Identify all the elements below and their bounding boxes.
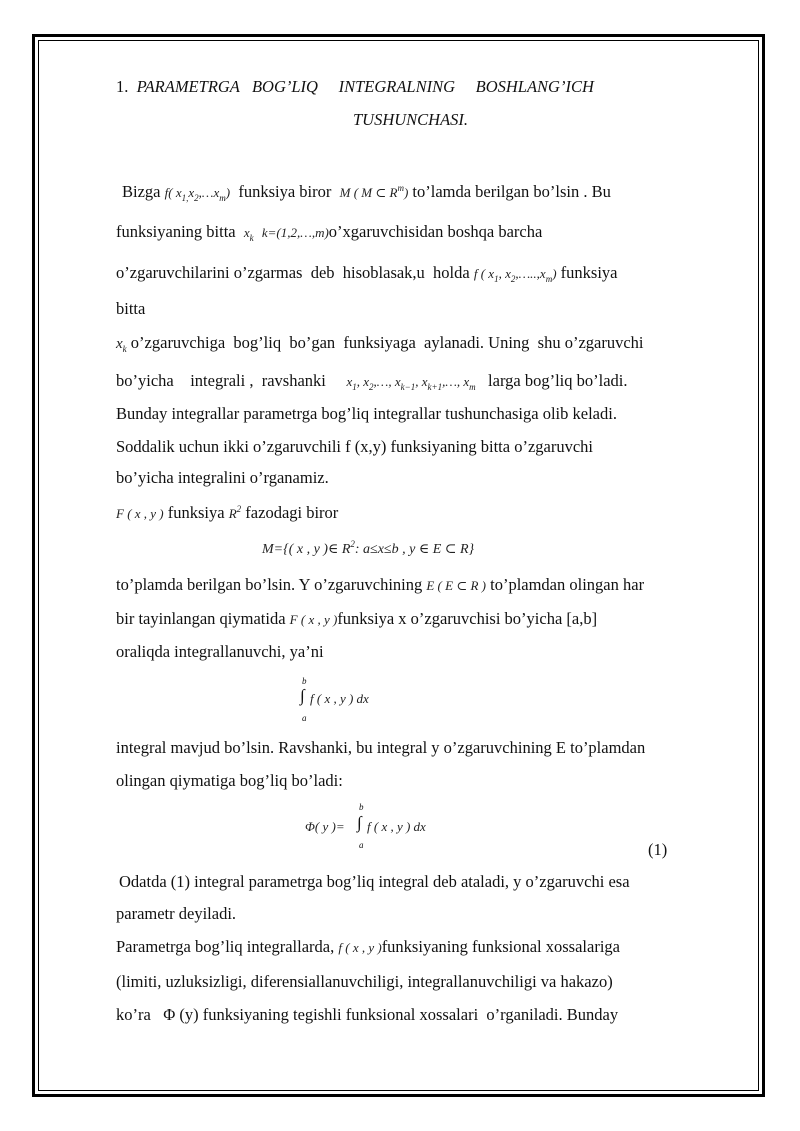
section-title	[116, 77, 594, 97]
paragraph-line: bo’yicha integralini o’rganamiz.	[116, 468, 329, 487]
formula-M-subset-Rm: M ( M ⊂ $R^m$)	[339, 183, 409, 200]
equation-number: (1)	[648, 840, 668, 859]
paragraph-line: bitta	[116, 299, 146, 318]
text-span: o’zgaruvchilarini o’zgarmas deb hisoblasak,u holda	[116, 263, 470, 282]
paragraph-line: olingan qiymatiga bog’liq bo’ladi:	[116, 771, 343, 790]
text-span: funksiyaning bitta	[116, 222, 236, 241]
formula-xk: $x_k$	[243, 225, 254, 243]
title-line2: TUSHUNCHASI.	[353, 110, 469, 129]
formula-f-x1-xm: f( $x_{1,}x_2,\dots x_m$)	[164, 185, 231, 203]
text-span: Parametrga bog’liq integrallarda,	[116, 937, 335, 956]
formula-Fxy: F ( x , y )	[116, 506, 164, 521]
text-span: funksiyaning funksional xossalariga	[381, 937, 620, 956]
paragraph-line	[116, 609, 597, 630]
paragraph-line: Odatda (1) integral parametrga bog’liq integral deb ataladi, y o’zgaruvchi esa	[119, 872, 630, 891]
formula-M-definition: M={( x , y )∈ $R^2$: a≤x≤b , y ∈ E ⊂ R}	[262, 539, 475, 557]
formula-R2: $R^2$	[228, 504, 242, 521]
paragraph-line	[116, 937, 620, 958]
formula-Fxy-2: F ( x , y )	[289, 612, 338, 627]
text-span: to’lamda berilgan bo’lsin . Bu	[412, 182, 611, 201]
formula-E-subset-R: E ( E ⊂ R )	[426, 578, 486, 593]
text-span: o’zgaruvchiga bog’liq bo’gan funksiyaga aylanadi. Uning shu o’zgaruvchi	[130, 333, 644, 352]
title-line1: PARAMETRGA BOG’LIQ INTEGRALNING BOSHLANG’ICH	[136, 77, 594, 96]
text-span: bir tayinlangan qiymatida	[116, 609, 286, 628]
formula-fxy-3: f ( x , y )	[338, 940, 382, 955]
formula-integral-2: Φ( y )= b ∫ a f ( x , y ) dx	[305, 802, 426, 850]
paragraph-line	[116, 371, 628, 393]
paragraph-line	[116, 503, 338, 525]
text-span: bo’yicha integrali , ravshanki	[116, 371, 326, 390]
text-span: fazodagi biror	[245, 503, 339, 522]
paragraph-line: integral mavjud bo’lsin. Ravshanki, bu integral y o’zgaruvchining E to’plamdan	[116, 738, 646, 757]
text-span: funksiya biror	[238, 182, 332, 201]
text-span: funksiya	[167, 503, 225, 522]
text-span: funksiya x o’zgaruvchisi bo’yicha [a,b]	[337, 609, 598, 628]
text-span: funksiya	[560, 263, 618, 282]
formula-k-range: k=(1,2,…,m)	[261, 225, 329, 240]
formula-xk-2: $x_k$	[116, 336, 127, 354]
title-number: 1.	[116, 77, 129, 96]
paragraph-line: oraliqda integrallanuvchi, ya’ni	[116, 642, 324, 661]
paragraph-line: (limiti, uzluksizligi, diferensiallanuvchiligi, integrallanuvchiligi va hakazo)	[116, 972, 613, 991]
paragraph-line	[116, 575, 644, 596]
paragraph-line: Bunday integrallar parametrga bog’liq integrallar tushunchasiga olib keladi.	[116, 404, 617, 423]
text-span: to’plamda berilgan bo’lsin. Y o’zgaruvchining	[116, 575, 423, 594]
formula-integral-1: b ∫ a f ( x , y ) dx	[300, 676, 369, 723]
paragraph-line	[116, 333, 644, 355]
formula-variable-list: $x_1$, $x_2,\dots$, $x_{k-1}$, $x_{k+1},\dots$, $x_m$	[346, 374, 476, 392]
text-span: o’xgaruvchisidan boshqa barcha	[328, 222, 543, 241]
paragraph-line: ko’ra Φ (y) funksiyaning tegishli funksional xossalari o’rganiladi. Bunday	[116, 1005, 619, 1024]
text-span: larga bog’liq bo’ladi.	[488, 371, 628, 390]
text-span: Bizga	[122, 182, 161, 201]
formula-f-x1-xm-2: f ( $x_1$, $x_2,\dots..,x_m$)	[473, 266, 557, 284]
paragraph-line: parametr deyiladi.	[116, 904, 237, 923]
paragraph-line	[122, 182, 611, 204]
paragraph-line: Soddalik uchun ikki o’zgaruvchili f (x,y) funksiyaning bitta o’zgaruvchi	[116, 437, 594, 456]
paragraph-line	[116, 263, 617, 285]
text-span: to’plamdan olingan har	[490, 575, 645, 594]
paragraph-line	[116, 222, 542, 244]
